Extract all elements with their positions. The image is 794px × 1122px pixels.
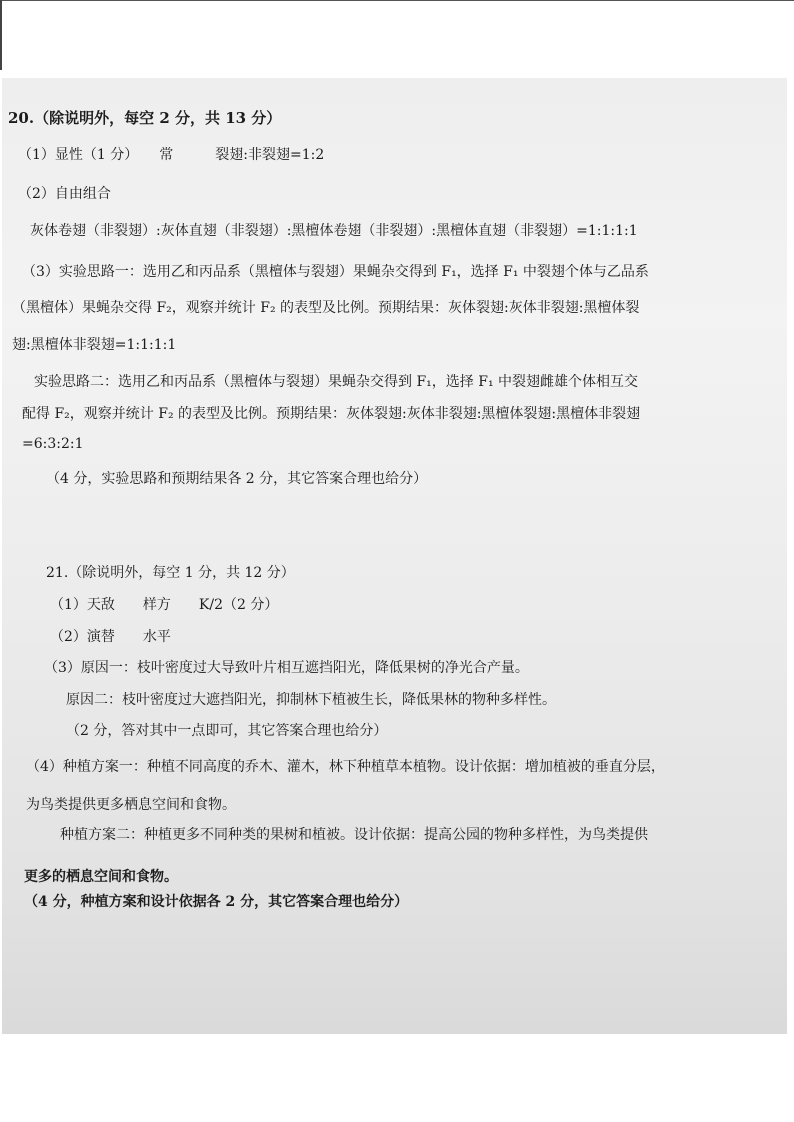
q21-part4-note: （4 分，种植方案和设计依据各 2 分，其它答案合理也给分） <box>24 894 409 910</box>
q21-header: 21.（除说明外，每空 1 分，共 12 分） <box>46 565 295 581</box>
q20-part3-idea2-line1: 实验思路二：选用乙和丙品系（黑檀体与裂翅）果蝇杂交得到 F₁，选择 F₁ 中裂翅雌雄个体相互交 <box>34 374 639 390</box>
top-border-line <box>0 0 794 1</box>
q21-part4-plan2-line1: 种植方案二：种植更多不同种类的果树和植被。设计依据：提高公园的物种多样性，为鸟类提供 <box>60 827 648 843</box>
q20-header: 20.（除说明外，每空 2 分，共 13 分） <box>8 109 282 127</box>
q21-part3-reason1: （3）原因一：枝叶密度过大导致叶片相互遮挡阳光，降低果树的净光合产量。 <box>44 660 529 676</box>
q20-part3-idea1-line2: （黑檀体）果蝇杂交得 F₂，观察并统计 F₂ 的表型及比例。预期结果：灰体裂翅:灰体非裂翅:黑檀体裂 <box>12 300 640 316</box>
q20-scoring-note: （4 分，实验思路和预期结果各 2 分，其它答案合理也给分） <box>46 471 428 487</box>
q20-part1: （1）显性（1 分） 常 裂翅:非裂翅=1:2 <box>18 147 325 163</box>
q20-part3-idea2-line3: =6:3:2:1 <box>22 436 84 452</box>
left-border-line <box>0 0 2 70</box>
q21-part2: （2）演替 水平 <box>50 629 171 645</box>
q21-part4-plan1-line1: （4）种植方案一：种植不同高度的乔木、灌木，林下种植草本植物。设计依据：增加植被的垂直分层， <box>26 759 665 775</box>
q21-part3-note: （2 分，答对其中一点即可，其它答案合理也给分） <box>66 723 388 739</box>
q20-part2: （2）自由组合 <box>18 186 111 202</box>
q20-part3-idea1-line1: （3）实验思路一：选用乙和丙品系（黑檀体与裂翅）果蝇杂交得到 F₁，选择 F₁ 中裂翅个体与乙品系 <box>22 264 649 280</box>
q21-part1: （1）天敌 样方 K/2（2 分） <box>50 597 279 613</box>
q20-part2-result: 灰体卷翅（非裂翅）:灰体直翅（非裂翅）:黑檀体卷翅（非裂翅）:黑檀体直翅（非裂翅）=1:1:1:1 <box>30 223 638 239</box>
q20-part3-idea2-line2: 配得 F₂，观察并统计 F₂ 的表型及比例。预期结果：灰体裂翅:灰体非裂翅:黑檀体裂翅:黑檀体非裂翅 <box>22 406 641 422</box>
q21-part4-plan1-line2: 为鸟类提供更多栖息空间和食物。 <box>26 797 236 813</box>
q21-part4-plan2-line2: 更多的栖息空间和食物。 <box>24 869 178 885</box>
q20-part3-idea1-line3: 翅:黑檀体非裂翅=1:1:1:1 <box>12 337 177 353</box>
q21-part3-reason2: 原因二：枝叶密度过大遮挡阳光，抑制林下植被生长，降低果林的物种多样性。 <box>66 692 556 708</box>
